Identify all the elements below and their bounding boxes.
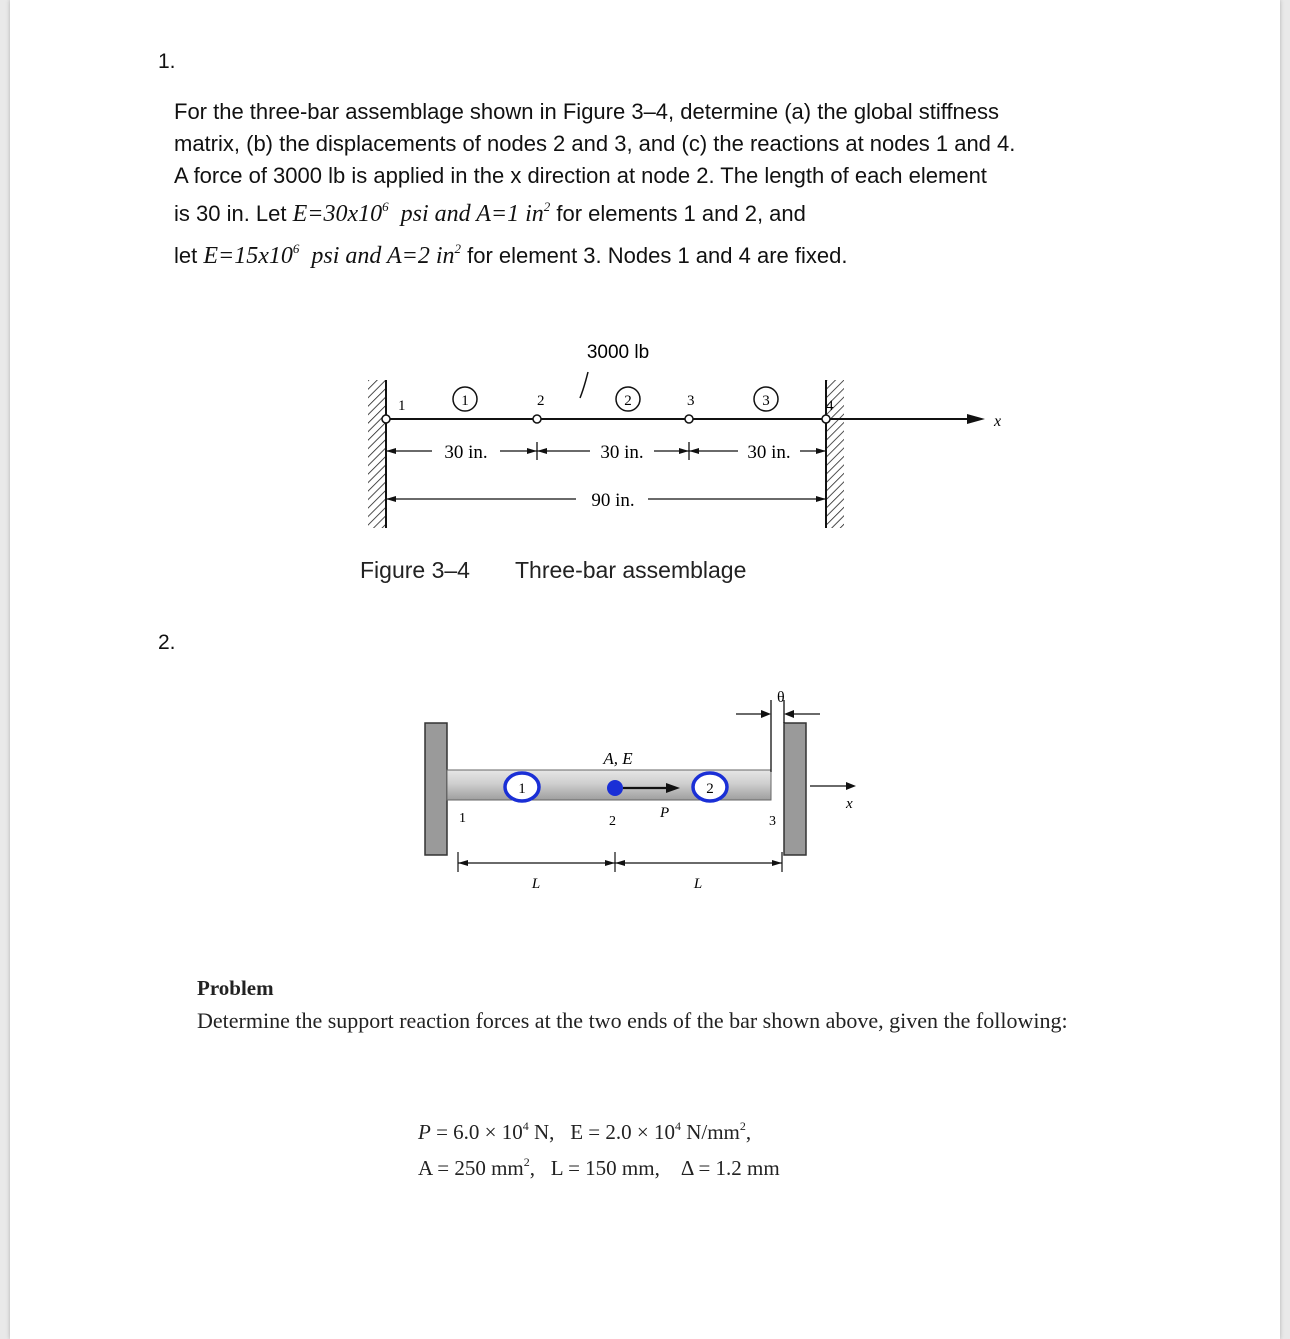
node-2-label: 2 (537, 393, 545, 409)
element-1-label: 1 (518, 781, 526, 797)
given-line-2: A = 250 $mm^2$, L = 150 mm, Δ = 1.2 mm (418, 1155, 780, 1180)
length-label-2: L (693, 876, 703, 892)
document-page (10, 0, 1280, 1339)
node-3-label: 3 (687, 393, 695, 409)
statement-line-3: A force of 3000 lb is applied in the x direction at node 2. The length of each element (174, 163, 987, 188)
x-axis-arrow-icon (846, 782, 856, 790)
left-wall-hatch (368, 380, 386, 528)
x-axis-label: x (994, 413, 1002, 430)
node-1-marker (382, 415, 390, 423)
right-wall-block (784, 723, 806, 855)
node-1-label: 1 (398, 398, 406, 414)
problem-2-statement (197, 976, 1097, 1035)
three-bar-assemblage-figure (10, 0, 1280, 600)
node-2-dot (607, 780, 623, 796)
problem-heading: Problem (197, 976, 274, 1000)
statement-line-2: matrix, (b) the displacements of nodes 2 and 3, and (c) the reactions at nodes 1 and 4. (174, 131, 1016, 156)
figure-caption-number: Figure 3–4 (360, 557, 470, 583)
node-4-label: 4 (826, 398, 834, 414)
gap-label: θ (777, 689, 785, 706)
elastic-modulus-expression-2: $E=15x10^6$ psi and A=2 $in^2$ (203, 241, 461, 269)
node-4-marker (822, 415, 830, 423)
given-line-1: $P = 6.0 \times 10^4$ N, $E = 2.0 \times 10^4$ $N/mm^2$, (418, 1119, 752, 1144)
node-2-label: 2 (609, 814, 616, 829)
node-3-label: 3 (769, 814, 776, 829)
section-properties-label: A, E (603, 749, 633, 768)
figure-caption-text: Three-bar assemblage (515, 557, 747, 583)
x-axis-arrow-icon (967, 414, 985, 424)
problem-2-number: 2. (158, 631, 176, 654)
gap-arrow-left-icon (761, 710, 771, 718)
force-label: 3000 lb (586, 342, 650, 363)
line-4-suffix: for elements 1 and 2, and (556, 201, 806, 226)
element-1-label: 1 (461, 393, 469, 409)
line-4-prefix: is 30 in. Let (174, 201, 287, 226)
statement-line-1: For the three-bar assemblage shown in Figure 3–4, determine (a) the global stiffness (174, 99, 1000, 124)
x-axis-label: x (846, 796, 853, 812)
node-2-marker (533, 415, 541, 423)
problem-1-number: 1. (158, 50, 176, 73)
force-label: P (660, 805, 670, 821)
problem-text: Determine the support reaction forces at the two ends of the bar shown above, given the following: (197, 1008, 1068, 1033)
segment-1-dimension: 30 in. (444, 442, 488, 463)
force-leader-line (580, 372, 588, 398)
length-label-1: L (531, 876, 541, 892)
node-1-label: 1 (459, 811, 466, 826)
gap-arrow-right-icon (784, 710, 794, 718)
line-5-suffix: for element 3. Nodes 1 and 4 are fixed. (467, 243, 848, 268)
bar-with-gap-figure (10, 660, 1280, 900)
segment-2-dimension: 30 in. (600, 442, 644, 463)
given-values (418, 1114, 780, 1186)
element-3-label: 3 (762, 393, 770, 409)
left-wall-block (425, 723, 447, 855)
line-5-prefix: let (174, 243, 198, 268)
element-2-label: 2 (706, 781, 714, 797)
node-3-marker (685, 415, 693, 423)
element-2-label: 2 (624, 393, 632, 409)
total-dimension: 90 in. (591, 490, 635, 511)
elastic-modulus-expression-1: $E=30x10^6$ psi and A=1 $in^2$ (292, 199, 551, 227)
segment-3-dimension: 30 in. (747, 442, 791, 463)
